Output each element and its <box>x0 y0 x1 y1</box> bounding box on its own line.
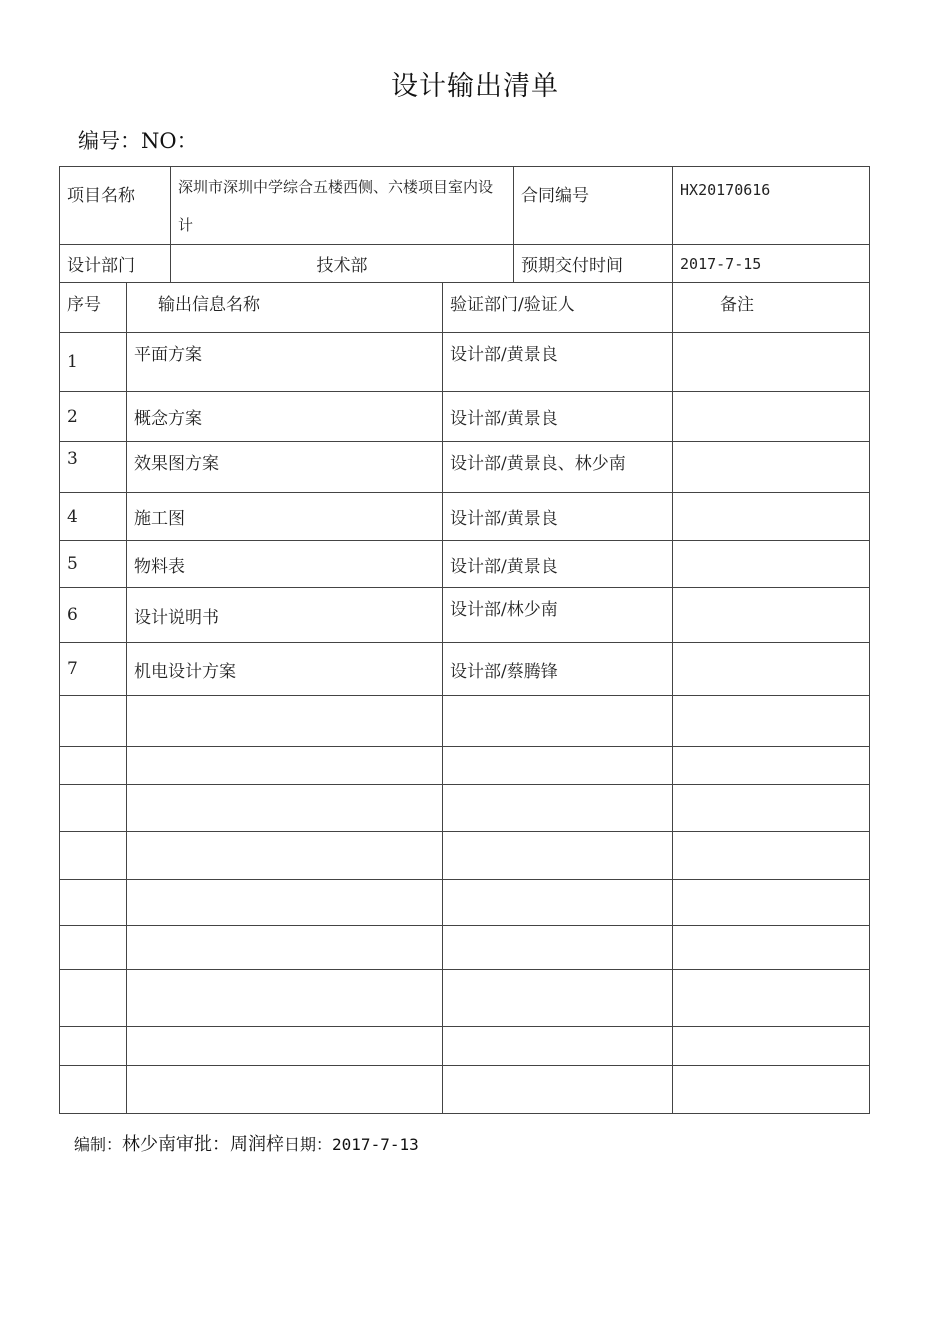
row-verifier: 设计部/黄景良 <box>443 333 673 392</box>
empty-cell <box>127 1027 443 1066</box>
empty-cell <box>443 880 673 926</box>
empty-cell <box>60 747 127 785</box>
approved-by-value: 周润梓 <box>230 1134 285 1155</box>
row-output-name: 设计说明书 <box>127 588 443 643</box>
empty-row <box>60 696 870 747</box>
empty-cell <box>60 970 127 1027</box>
row-output-name: 平面方案 <box>127 333 443 392</box>
project-name-label: 项目名称 <box>60 167 171 245</box>
row-seq: 6 <box>60 588 127 643</box>
row-verifier: 设计部/黄景良、林少南 <box>443 442 673 493</box>
empty-cell <box>673 696 870 747</box>
empty-cell <box>443 696 673 747</box>
empty-row <box>60 970 870 1027</box>
row-remark <box>673 541 870 588</box>
row-seq: 2 <box>60 392 127 442</box>
empty-cell <box>673 1027 870 1066</box>
row-verifier: 设计部/黄景良 <box>443 541 673 588</box>
empty-cell <box>673 880 870 926</box>
approved-by-label: 审批： <box>176 1134 231 1155</box>
empty-cell <box>673 970 870 1027</box>
empty-cell <box>127 970 443 1027</box>
table-row <box>60 333 870 392</box>
document-number-value: NO： <box>141 129 198 153</box>
prepared-by-value: 林少南 <box>122 1134 177 1155</box>
table-row <box>60 541 870 588</box>
empty-cell <box>673 926 870 970</box>
empty-cell <box>127 926 443 970</box>
row-verifier: 设计部/黄景良 <box>443 392 673 442</box>
row-remark <box>673 493 870 541</box>
row-seq: 5 <box>60 541 127 588</box>
document-title: 设计输出清单 <box>391 71 559 102</box>
header-seq: 序号 <box>60 283 127 333</box>
empty-cell <box>443 1066 673 1114</box>
empty-cell <box>443 970 673 1027</box>
row-output-name: 施工图 <box>127 493 443 541</box>
empty-cell <box>443 785 673 832</box>
empty-cell <box>127 880 443 926</box>
empty-cell <box>673 1066 870 1114</box>
table-header-row <box>60 283 870 333</box>
row-output-name: 物料表 <box>127 541 443 588</box>
row-remark <box>673 643 870 696</box>
empty-cell <box>60 880 127 926</box>
header-remark: 备注 <box>673 283 870 333</box>
row-remark <box>673 588 870 643</box>
row-output-name: 机电设计方案 <box>127 643 443 696</box>
prepared-by-label: 编制： <box>74 1135 123 1154</box>
empty-cell <box>60 785 127 832</box>
row-seq: 1 <box>60 333 127 392</box>
header-verifier: 验证部门/验证人 <box>443 283 673 333</box>
empty-cell <box>127 832 443 880</box>
table-row <box>60 493 870 541</box>
empty-cell <box>673 785 870 832</box>
empty-cell <box>443 1027 673 1066</box>
design-output-table <box>59 166 870 1114</box>
contract-no-label: 合同编号 <box>514 167 673 245</box>
row-output-name: 效果图方案 <box>127 442 443 493</box>
header-output-name: 输出信息名称 <box>127 283 443 333</box>
empty-cell <box>127 785 443 832</box>
row-remark <box>673 333 870 392</box>
row-seq: 7 <box>60 643 127 696</box>
empty-cell <box>673 832 870 880</box>
table-row <box>60 442 870 493</box>
empty-cell <box>127 1066 443 1114</box>
project-name-value: 深圳市深圳中学综合五楼西侧、六楼项目室内设计 <box>171 167 514 245</box>
row-remark <box>673 442 870 493</box>
empty-cell <box>60 1027 127 1066</box>
empty-row <box>60 1027 870 1066</box>
document-number-label: 编号： <box>78 129 141 153</box>
empty-cell <box>673 747 870 785</box>
empty-cell <box>60 1066 127 1114</box>
department-row <box>60 245 870 283</box>
row-verifier: 设计部/林少南 <box>443 588 673 643</box>
empty-cell <box>60 926 127 970</box>
row-seq: 3 <box>60 442 127 493</box>
document-number <box>78 125 198 155</box>
table-row <box>60 588 870 643</box>
empty-row <box>60 880 870 926</box>
empty-row <box>60 832 870 880</box>
empty-cell <box>60 696 127 747</box>
row-output-name: 概念方案 <box>127 392 443 442</box>
empty-row <box>60 747 870 785</box>
empty-row <box>60 785 870 832</box>
empty-cell <box>443 747 673 785</box>
delivery-time-value: 2017-7-15 <box>673 245 870 283</box>
date-label: 日期： <box>284 1135 333 1154</box>
empty-cell <box>443 832 673 880</box>
row-verifier: 设计部/黄景良 <box>443 493 673 541</box>
department-label: 设计部门 <box>60 245 171 283</box>
empty-cell <box>127 747 443 785</box>
row-remark <box>673 392 870 442</box>
empty-cell <box>127 696 443 747</box>
empty-cell <box>60 832 127 880</box>
date-value: 2017-7-13 <box>332 1135 419 1154</box>
table-row <box>60 392 870 442</box>
project-name-row <box>60 167 870 245</box>
signature-line <box>74 1130 419 1156</box>
empty-row <box>60 1066 870 1114</box>
empty-cell <box>443 926 673 970</box>
department-value: 技术部 <box>171 245 514 283</box>
table-row <box>60 643 870 696</box>
contract-no-value: HX20170616 <box>673 167 870 245</box>
empty-row <box>60 926 870 970</box>
delivery-time-label: 预期交付时间 <box>514 245 673 283</box>
row-seq: 4 <box>60 493 127 541</box>
row-verifier: 设计部/蔡腾锋 <box>443 643 673 696</box>
